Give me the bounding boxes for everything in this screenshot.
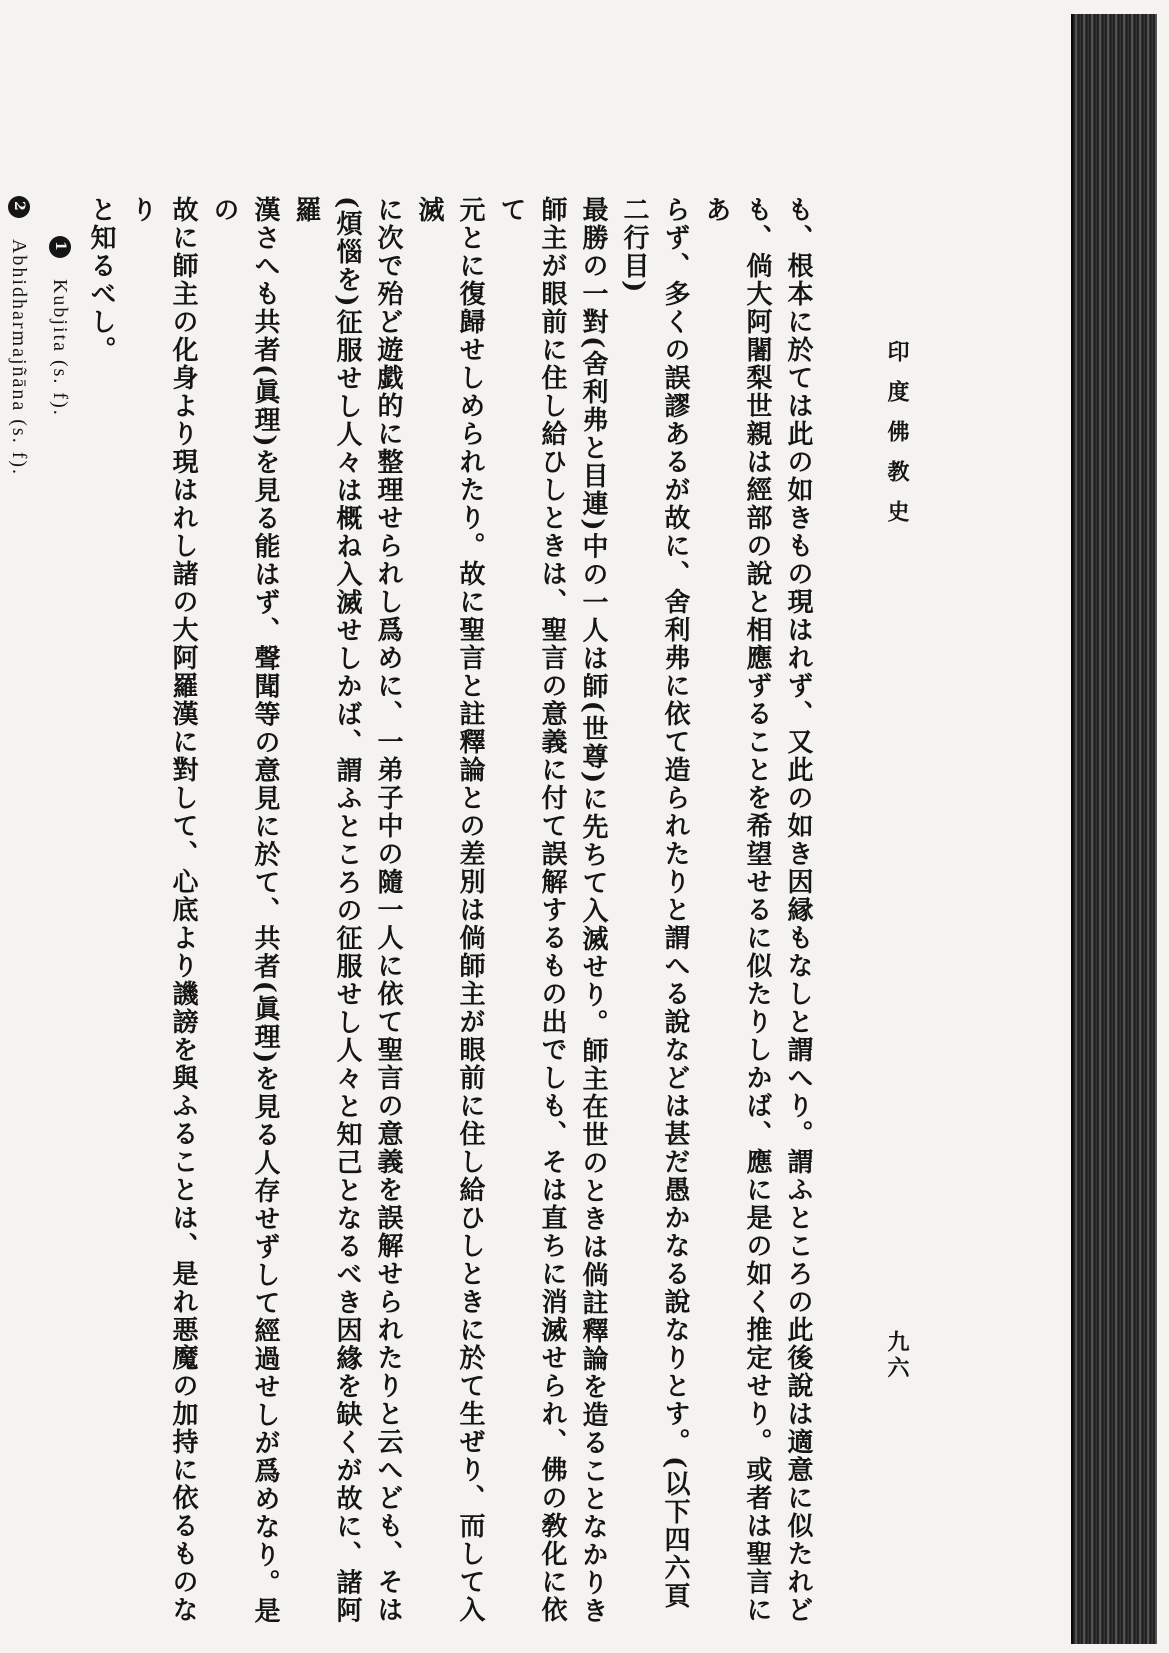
footnote-mark: 2 <box>8 196 30 218</box>
paragraph-line: (煩惱を)征服せし人々は概ね入滅せしかば、謂ふところの征服せし人々と知己となるべき因緣を缺くが故に、諸阿羅 <box>291 196 362 1625</box>
paragraph-line: に次で殆ど遊戯的に整理せられし爲めに、一弟子中の隨一人に依て聖言の意義を誤解せられたりと云へども、そは <box>373 196 403 1624</box>
page-number: 九六 <box>884 1330 910 1382</box>
paragraph-line: 漢さへも共者(眞理)を見る能はず、聲聞等の意見に於て、共者(眞理)を見る人存せずして經過せしが爲めなり。是の <box>209 196 280 1626</box>
paragraph-line: 最勝の一對(舍利弗と目連)中の一人は師(世尊)に先ちて入滅せり。師主在世のときは倘註釋論を造ることなかりき <box>578 196 608 1626</box>
footnote-mark: 1 <box>49 236 71 258</box>
paragraph-line: 師主が眼前に住し給ひしときは、聖言の意義に付て誤解するもの出でしも、そは直ちに消滅せられ、佛の敎化に依て <box>496 196 567 1624</box>
paragraph-line: 元とに復歸せしめられたり。故に聖言と註釋論との差別は倘師主が眼前に住し給ひしときに於て生ぜり、而して入滅 <box>414 196 485 1624</box>
paragraph-line: と知るべし。 <box>86 196 116 364</box>
footnote-text: Abhidharmajñāna (s. f). <box>8 238 30 477</box>
footnote-text: Kubjita (s. f). <box>49 278 71 417</box>
paragraph-line: も、根本に於ては此の如きもの現はれず、又此の如き因縁もなしと謂へり。謂ふところの此後說は適意に似たれど <box>783 196 813 1624</box>
book-page-edges <box>1071 14 1157 1644</box>
paragraph-line: 故に師主の化身より現はれし諸の大阿羅漢に對して、心底より譏謗を與ふることは、是れ悪魔の加持に依るものなり <box>127 196 198 1624</box>
paragraph-line: らず、多くの誤謬あるが故に、舍利弗に依て造られたりと謂へる說などは甚だ愚かなる說なりとす。(以下四六頁二行目) <box>619 196 690 1611</box>
footnote-1 <box>39 196 80 1636</box>
body-text <box>0 196 818 1636</box>
footnote-2 <box>0 196 39 1636</box>
paragraph-line: も、倘大阿闍梨世親は經部の說と相應ずることを希望せるに似たりしかば、應に是の如く推定せり。或者は聖言にあ <box>701 196 772 1624</box>
running-head: 印度佛教史 <box>884 340 910 540</box>
